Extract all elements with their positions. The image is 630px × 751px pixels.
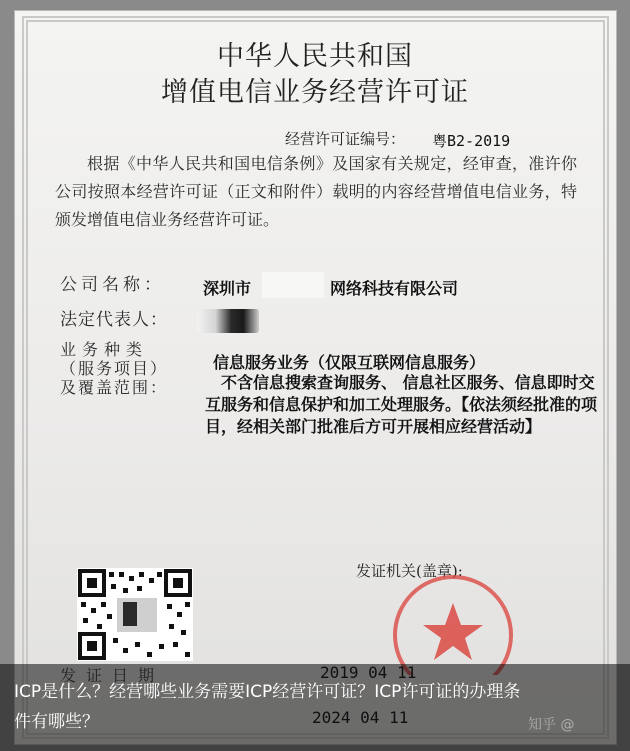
issuer-label: 发证机关(盖章): [356,562,463,580]
business-scope-label [60,340,168,397]
legal-rep-label: 法定代表人： [60,310,168,330]
official-seal-icon [375,575,515,675]
company-name-label: 公司名称： [60,275,165,295]
scope-label-line2: （服务项目） [60,359,169,378]
qr-code-icon [77,568,193,661]
watermark-logo-icon: 知乎 @ [528,717,575,733]
company-name-prefix: 深圳市 [203,279,252,298]
caption-text: ICP是什么？经营哪些业务需要ICP经营许可证？ICP许可证的办理条件有哪些？ [14,682,521,732]
business-scope-body: 不含信息搜索查询服务、 信息社区服务、信息即时交互服务和信息保护和加工处理服务。【依法须经批准的项目，经相关部门批准后方可开展相应经营活动】 [205,373,598,436]
certificate-title-line1: 中华人民共和国 [217,41,413,72]
intro-paragraph: 根据《中华人民共和国电信条例》及国家有关规定，经审查，准许你公司按照本经营许可证（正文和附件）载明的内容经营增值电信业务，特颁发增值电信业务经营许可证。 [55,154,577,229]
company-name-suffix: 网络科技有限公司 [330,279,459,298]
license-number-label: 经营许可证编号： [285,130,406,148]
scope-label-line3: 及覆盖范围： [60,378,169,397]
scope-label-line1: 业务种类 [60,340,149,359]
business-scope-title: 信息服务业务（仅限互联网信息服务） [213,353,486,372]
license-number-value: 粤B2-2019 [432,132,511,150]
company-name-redaction [262,272,324,298]
certificate-title-line2: 增值电信业务经营许可证 [161,77,469,108]
legal-rep-redaction [197,309,259,333]
